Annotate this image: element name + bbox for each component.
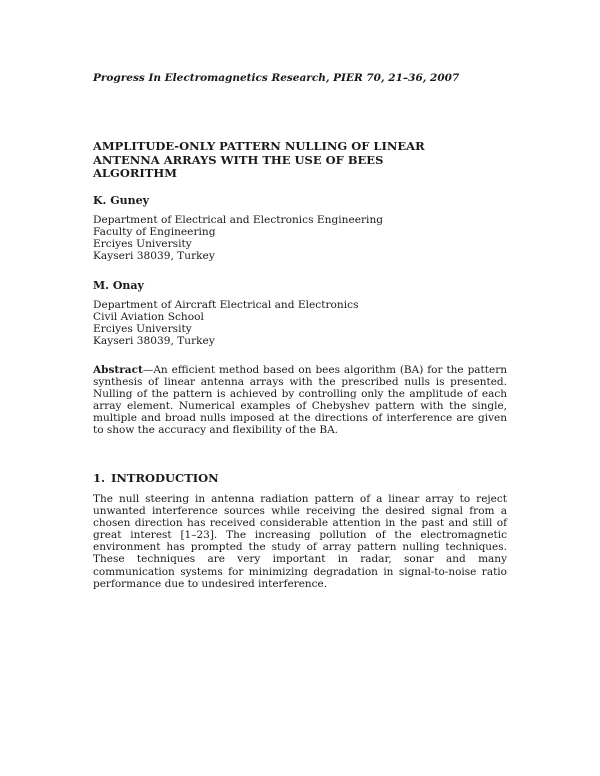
intro-paragraph: The null steering in antenna radiation pattern of a linear array to reject unwanted interference sources while receiving the desired signal from a chosen direction has received considerable attention in the past and still of great interest [1–23]. The increasing pollution of the electromagnetic environment has prompted the study of array pattern nulling techniques. These techniques are very important in radar, sonar and many communication systems for minimizing degradation in signal-to-noise ratio performance due to undesired interference. <box>93 493 507 590</box>
section-title: INTRODUCTION <box>111 471 219 485</box>
author-name-2: M. Onay <box>93 279 144 292</box>
abstract-label: Abstract <box>93 364 143 376</box>
author-affiliation-1 <box>93 214 383 262</box>
affiliation-line: Erciyes University <box>93 238 192 251</box>
affiliation-line: Civil Aviation School <box>93 311 204 324</box>
section-heading <box>93 471 219 485</box>
affiliation-line: Department of Aircraft Electrical and Electronics <box>93 299 359 311</box>
affiliation-line: Kayseri 38039, Turkey <box>93 335 215 348</box>
affiliation-line: Kayseri 38039, Turkey <box>93 250 215 263</box>
affiliation-line: Faculty of Engineering <box>93 226 216 239</box>
section-number: 1. <box>93 471 106 485</box>
abstract <box>93 364 507 437</box>
author-name-1: K. Guney <box>93 194 149 207</box>
journal-header: Progress In Electromagnetics Research, PIER 70, 21–36, 2007 <box>93 72 460 84</box>
affiliation-line: Erciyes University <box>93 323 192 336</box>
author-affiliation-2 <box>93 299 359 347</box>
paper-title: AMPLITUDE-ONLY PATTERN NULLING OF LINEAR ANTENNA ARRAYS WITH THE USE OF BEES ALGORITHM <box>93 139 425 181</box>
affiliation-line: Department of Electrical and Electronics Engineering <box>93 214 384 226</box>
abstract-text: —An efficient method based on bees algorithm (BA) for the pattern synthesis of linear antenna arrays with the prescribed nulls is presented. Nulling of the pattern is achieved by controlling only the amplitude of each array element. Numerical examples of Chebyshev pattern with the single, multiple and broad nulls imposed at the directions of interference are given to show the accuracy and flexibility of the BA. <box>93 364 507 437</box>
